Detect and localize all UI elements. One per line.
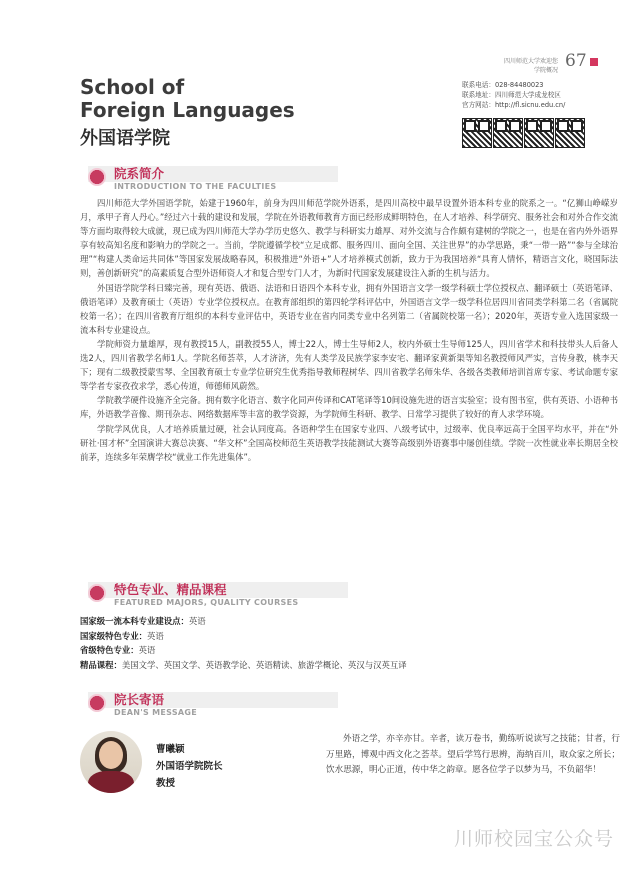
intro-paragraph: 四川师范大学外国语学院，始建于1960年，前身为四川师范学院外语系，是四川高校中最早设置外语本科专业的院系之一。“亿狮山峥嵘岁月，承甲子育人丹心。”经过六十载的建设和发展，学院在外语教师教育方面已经形成鲜明特色，在人才培养、科学研究、服务社会和对外合作交流等方面均取得较大成就，现已成为四川师范大学办学历史悠久、教学与科研实力雄厚、对外交流与合作颇有建树的学院之一，也是在省内外外语界享有较高知名度和影响力的学院之一。当前，学院遵循学校“立足成都、服务四川、面向全国、关注世界”的办学思路，秉“一带一路”“参与全球治理”“构建人类命运共同体”等国家发展战略春风，积极推进“外语+”人才培养模式创新，致力于为我国培养“具育人情怀，精语言文化，晓国际法则，善创新研究”的高素质复合型外语师资人才和复合型专门人才，为新时代国家发展建设注入新的生机与活力。	[80, 198, 618, 279]
list-item: 国家级一流本科专业建设点：英语	[80, 616, 206, 626]
majors-title-english: FEATURED MAJORS, QUALITY COURSES	[114, 598, 299, 607]
contact-website[interactable]: 官方网站：http://fl.sicnu.edu.cn/	[462, 101, 566, 109]
dean-position: 外国语学院院长	[156, 761, 223, 772]
list-item: 精品课程：美国文学、英国文学、英语教学论、英语精读、旅游学概论、英汉与汉英互译	[80, 659, 407, 670]
watermark: 川师校园宝公众号	[454, 828, 615, 850]
dean-name: 曹曦颖	[156, 744, 185, 755]
school-title-chinese: 外国语学院	[80, 128, 170, 149]
title-english-line2: Foreign Languages	[80, 98, 295, 122]
contact-block	[462, 80, 612, 110]
title-english-line1: School of	[80, 75, 185, 99]
intro-title-english: INTRODUCTION TO THE FACULTIES	[114, 182, 277, 191]
intro-paragraph: 学院教学硬件设施齐全完备。拥有数字化语言、数字化同声传译和CAT笔译等10间设施先进的语言实验室；设有图书室，供有英语、小语种书库，外语教学音像、期刊杂志、网络数据库等丰富的教学资源，为学院师生科研、教学、日常学习提供了较好的育人求学环境。	[80, 395, 618, 420]
qr-code-icon[interactable]	[493, 118, 523, 148]
contact-address: 联系地址：四川师范大学成龙校区	[462, 91, 561, 99]
section-bullet-icon	[88, 584, 106, 602]
intro-paragraph: 学院师资力量雄厚，现有教授15人，副教授55人，博士22人，博士生导师2人，校内外硕士生导师125人，四川省学术和科技带头人后备人选2人，四川省教学名师1人。学院名师荟萃，人才济济，先有人类学及民族学家李安宅、翻译家黄新渠等知名教授师风严实，言传身教，桃李天下；现有二级教授蒙雪琴、全国教育硕士专业学位研究生优秀指导教师程树华、四川省教学名师朱华、各级各类教师培训首席专家、考试命题专家等学者专家孜孜求学，悉心传道，师德师风蔚然。	[80, 338, 618, 392]
header-section: 学院概况	[533, 67, 558, 74]
list-item: 国家级特色专业：英语	[80, 630, 164, 641]
contact-phone: 联系电话：028-84480023	[462, 81, 544, 89]
section-bullet-icon	[88, 168, 106, 186]
qr-code-icon[interactable]	[462, 118, 492, 148]
dean-info	[156, 741, 223, 792]
running-header	[474, 57, 558, 75]
dean-photo	[80, 731, 142, 793]
qr-code-icon[interactable]	[555, 118, 585, 148]
intro-paragraph: 学院学风优良，人才培养质量过硬，社会认同度高。各语种学生在国家专业四、八级考试中，过级率、优良率远高于全国平均水平，并在“外研社·国才杯”全国演讲大赛总决赛、“华文杯”全国高校师范生英语教学技能测试大赛等高级别外语赛事中屡创佳绩。学院一次性就业率长期居全校前茅，连续多年荣膺学校“就业工作先进集体”。	[80, 423, 618, 462]
majors-list	[80, 614, 618, 672]
list-item: 省级特色专业：英语	[80, 645, 156, 655]
qr-code-icon[interactable]	[524, 118, 554, 148]
intro-title: 院系简介	[114, 166, 165, 181]
school-title-english	[80, 76, 295, 122]
majors-title: 特色专业、精品课程	[114, 582, 227, 597]
header-university: 四川师范大学欢迎您	[503, 58, 558, 65]
section-bullet-icon	[88, 694, 106, 712]
intro-body	[80, 196, 618, 464]
dean-message: 外语之学，亦辛亦甘。辛者，读万卷书，勤练听说读写之技能；甘者，行万里路，博观中西文化之荟萃。望后学笃行思辨，海纳百川，取众家之所长；饮水思源，明心正道，传中华之韵章。愿各位学子以梦为马，不负韶华！	[326, 734, 620, 775]
dean-title: 院长寄语	[114, 692, 165, 707]
dean-rank: 教授	[156, 778, 176, 789]
page-number: 67	[565, 51, 587, 71]
dean-title-english: DEAN'S MESSAGE	[114, 708, 198, 717]
intro-paragraph: 外国语学院学科日臻完善，现有英语、俄语、法语和日语四个本科专业，拥有外国语言文学一级学科硕士学位授权点、翻译硕士（英语笔译、俄语笔译）及教育硕士（英语）专业学位授权点。在教育部组织的第四轮学科评估中，外国语言文学一级学科位居四川省同类学科第二名（省属院校第一名）；在四川省教育厅组织的本科专业评估中，英语专业在省内同类专业中名列第二（省属院校第一名）；2020年，英语专业入选国家级一流本科专业建设点。	[80, 282, 618, 335]
accent-square	[590, 58, 598, 66]
